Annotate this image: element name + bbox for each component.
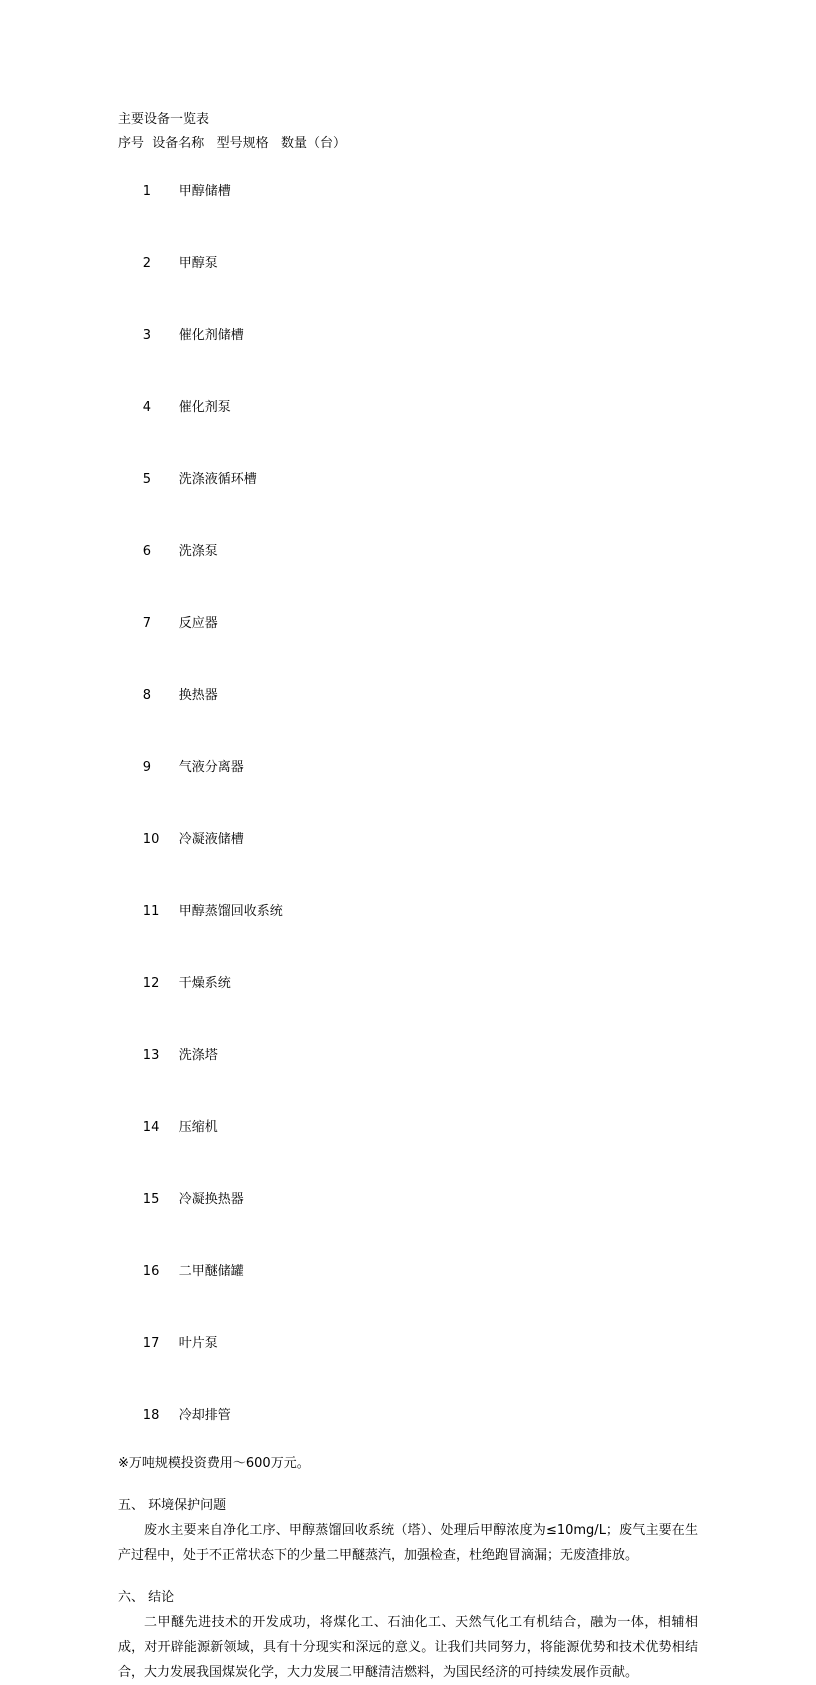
equipment-name: 甲醇储槽 <box>178 184 231 199</box>
equipment-no: 1 <box>142 184 152 199</box>
table-row <box>118 1380 698 1452</box>
table-row <box>118 876 698 948</box>
table-row <box>118 660 698 732</box>
equipment-name: 干燥系统 <box>178 976 231 991</box>
equipment-no: 9 <box>142 760 152 775</box>
equipment-no: 16 <box>142 1264 160 1279</box>
equipment-no: 6 <box>142 544 152 559</box>
table-row <box>118 228 698 300</box>
table-row <box>118 588 698 660</box>
equipment-no: 5 <box>142 472 152 487</box>
table-row <box>118 1164 698 1236</box>
equipment-no: 17 <box>142 1336 160 1351</box>
table-row <box>118 732 698 804</box>
table-row <box>118 804 698 876</box>
equipment-name: 二甲醚储罐 <box>178 1264 244 1279</box>
equipment-no: 15 <box>142 1192 160 1207</box>
section-six <box>118 1586 698 1685</box>
equipment-table-title: 主要设备一览表 <box>118 112 210 127</box>
section-six-paragraph: 二甲醚先进技术的开发成功，将煤化工、石油化工、天然气化工有机结合，融为一体，相辅相成，对开辟能源新领域，具有十分现实和深远的意义。让我们共同努力，将能源优势和技术优势相结合，大力发展我国煤炭化学，大力发展二甲醚清洁燃料，为国民经济的可持续发展作贡献。 <box>118 1615 698 1680</box>
table-row <box>118 1236 698 1308</box>
section-five <box>118 1494 698 1568</box>
table-row <box>118 156 698 228</box>
equipment-no: 13 <box>142 1048 160 1063</box>
equipment-name: 甲醇泵 <box>178 256 218 271</box>
equipment-name: 换热器 <box>178 688 218 703</box>
equipment-no: 11 <box>142 904 160 919</box>
equipment-no: 8 <box>142 688 152 703</box>
table-row <box>118 372 698 444</box>
document-content <box>118 108 698 1685</box>
equipment-name: 冷凝换热器 <box>178 1192 244 1207</box>
equipment-no: 14 <box>142 1120 160 1135</box>
equipment-no: 10 <box>142 832 160 847</box>
table-row <box>118 1092 698 1164</box>
equipment-no: 4 <box>142 400 152 415</box>
equipment-table-header: 序号 设备名称 型号规格 数量（台） <box>118 136 347 151</box>
equipment-name: 洗涤塔 <box>178 1048 218 1063</box>
equipment-name: 叶片泵 <box>178 1336 218 1351</box>
equipment-no: 18 <box>142 1408 160 1423</box>
investment-note: ※万吨规模投资费用～600万元。 <box>118 1456 310 1471</box>
equipment-name: 洗涤泵 <box>178 544 218 559</box>
section-five-heading: 五、 环境保护问题 <box>118 1498 227 1513</box>
equipment-name: 催化剂泵 <box>178 400 231 415</box>
section-six-heading: 六、 结论 <box>118 1590 175 1605</box>
equipment-name: 压缩机 <box>178 1120 218 1135</box>
table-row <box>118 444 698 516</box>
table-row <box>118 1020 698 1092</box>
table-row <box>118 516 698 588</box>
equipment-no: 2 <box>142 256 152 271</box>
table-row <box>118 1308 698 1380</box>
equipment-name: 催化剂储槽 <box>178 328 244 343</box>
equipment-name: 甲醇蒸馏回收系统 <box>178 904 283 919</box>
equipment-name: 反应器 <box>178 616 218 631</box>
equipment-name: 冷却排管 <box>178 1408 231 1423</box>
section-five-paragraph: 废水主要来自净化工序、甲醇蒸馏回收系统（塔）、处理后甲醇浓度为≤10mg/L；废气主要在生产过程中，处于不正常状态下的少量二甲醚蒸汽，加强检查，杜绝跑冒滴漏；无废渣排放。 <box>118 1523 698 1563</box>
equipment-no: 12 <box>142 976 160 991</box>
table-row <box>118 948 698 1020</box>
equipment-name: 洗涤液循环槽 <box>178 472 257 487</box>
equipment-name: 冷凝液储槽 <box>178 832 244 847</box>
equipment-no: 7 <box>142 616 152 631</box>
table-row <box>118 300 698 372</box>
equipment-no: 3 <box>142 328 152 343</box>
equipment-name: 气液分离器 <box>178 760 244 775</box>
